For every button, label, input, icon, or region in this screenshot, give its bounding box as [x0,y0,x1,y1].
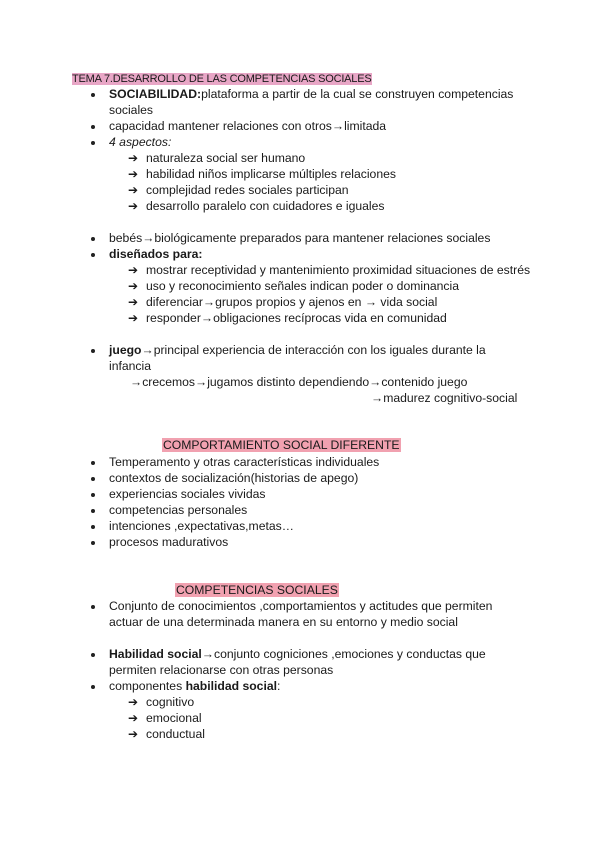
bullet-icon [91,685,95,689]
bullet-icon [91,349,95,353]
sociabilidad-term: SOCIABILIDAD: [109,87,202,101]
arrow-icon: ➔ [128,695,139,709]
arrow-icon: ➔ [128,279,139,293]
arrow-icon: ➔ [128,295,139,309]
componente-item: emocional [146,711,202,725]
arrow-icon: ➔ [128,167,139,181]
bullet-icon [91,461,95,465]
arrow-icon: ➔ [128,199,139,213]
aspectos-label: 4 aspectos: [109,135,172,149]
sociabilidad-continuation: sociales [109,103,154,117]
bullet-icon [91,477,95,481]
disenados-label: diseñados para: [109,247,203,261]
sociabilidad-definition: plataforma a partir de la cual se construyen competencias [201,87,514,101]
componentes-line [109,678,280,694]
componentes-prefix: componentes [109,679,186,693]
arrow-icon: ➔ [128,183,139,197]
aspectos-line [109,134,171,150]
comportamiento-item: experiencias sociales vividas [109,487,266,501]
heading-highlight: COMPETENCIAS SOCIALES [176,583,338,597]
sociabilidad-line [109,86,513,102]
juego-continuation: infancia [109,359,152,373]
comportamiento-item: intenciones ,expectativas,metas… [109,519,294,533]
page-title [72,70,372,87]
bullet-icon [91,541,95,545]
comportamiento-item: contextos de socialización(historias de apego) [109,471,359,485]
bullet-icon [91,509,95,513]
arrow-icon: ➔ [128,311,139,325]
componente-item: conductual [146,727,205,741]
crecemos-line: →crecemos→jugamos distinto dependiendo→contenido juego [130,375,468,389]
bullet-icon [91,493,95,497]
arrow-icon: ➔ [128,711,139,725]
componentes-colon: : [277,679,281,693]
habilidad-continuation: permiten relacionarse con otras personas [109,663,334,677]
componente-item: cognitivo [146,695,195,709]
aspecto-item: desarrollo paralelo con cuidadores e iguales [146,199,385,213]
disenado-item: uso y reconocimiento señales indican poder o dominancia [146,279,460,293]
juego-line [109,342,486,358]
section-heading-competencias [175,582,339,598]
section-heading-comportamiento [162,437,401,453]
disenados-line [109,246,202,262]
componentes-term: habilidad social [185,679,277,693]
comportamiento-item: procesos madurativos [109,535,229,549]
juego-term: juego [109,343,142,357]
bullet-icon [91,605,95,609]
heading-highlight: COMPORTAMIENTO SOCIAL DIFERENTE [163,438,400,452]
bullet-icon [91,93,95,97]
bullet-icon [91,125,95,129]
bullet-icon [91,525,95,529]
disenado-item: diferenciar→grupos propios y ajenos en → vida social [146,295,438,309]
habilidad-term: Habilidad social [109,647,202,661]
bullet-icon [91,141,95,145]
bullet-icon [91,253,95,257]
comportamiento-item: Temperamento y otras características individuales [109,455,380,469]
arrow-icon: ➔ [128,727,139,741]
bullet-icon [91,653,95,657]
conjunto-line: Conjunto de conocimientos ,comportamientos y actitudes que permiten [109,599,493,613]
arrow-icon: ➔ [128,263,139,277]
aspecto-item: complejidad redes sociales participan [146,183,349,197]
aspecto-item: naturaleza social ser humano [146,151,306,165]
comportamiento-item: competencias personales [109,503,248,517]
disenado-item: mostrar receptividad y mantenimiento proximidad situaciones de estrés [146,263,531,277]
habilidad-line [109,646,486,662]
arrow-icon: ➔ [128,151,139,165]
conjunto-continuation: actuar de una determinada manera en su entorno y medio social [109,615,458,629]
capacidad-line: capacidad mantener relaciones con otros→limitada [109,119,387,133]
juego-definition: →principal experiencia de interacción con los iguales durante la [141,343,486,357]
title-highlight: TEMA 7.DESARROLLO DE LAS COMPETENCIAS SOCIALES [72,73,372,85]
disenado-item: responder→obligaciones recíprocas vida en comunidad [146,311,447,325]
bullet-icon [91,237,95,241]
madurez-line: →madurez cognitivo-social [371,391,518,405]
aspecto-item: habilidad niños implicarse múltiples relaciones [146,167,396,181]
habilidad-definition: →conjunto cogniciones ,emociones y conductas que [201,647,486,661]
bebes-line: bebés→biológicamente preparados para mantener relaciones sociales [109,231,491,245]
